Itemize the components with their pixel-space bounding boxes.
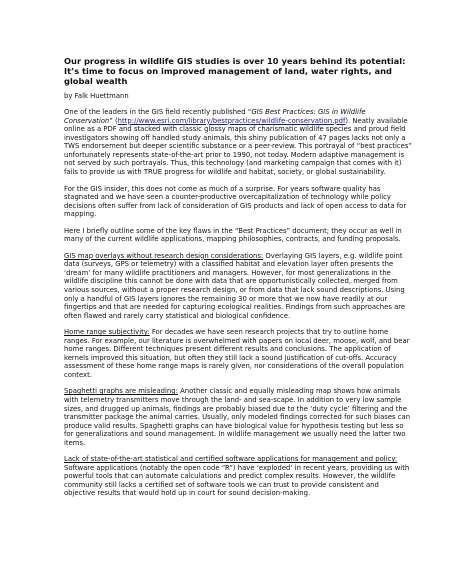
publication-link[interactable]: http://www.esri.com/library/bestpractices/wildlife-conservation.pdf — [117, 116, 346, 125]
paragraph-spaghetti-graphs — [64, 387, 412, 447]
article-title: Our progress in wildlife GIS studies is over 10 years behind its potential: It’s time to focus on improved management of land, water rights, and global wealth — [64, 56, 406, 87]
intro-text-paren: ” ( — [109, 116, 118, 125]
paragraph-home-range — [64, 328, 412, 379]
section-heading-map-overlays: GIS map overlays without research design considerations: — [64, 251, 264, 260]
section-body-spaghetti-graphs: Another classic and equally misleading map shows how animals with telemetry transmitters move through the land- and sea-scape. In addition to very low sample sizes, and drugged up animals, findings are probably biased due to the ‘duty cycle’ filtering and the transmitter package the animal carries. Usually, only modeled findings corrected for such biases can produce valid results. Spaghetti graphs can have biological value for hypothesis testing but less so for generalizations and sound management. In wildlife management we usually need the latter two items. — [64, 387, 411, 447]
section-heading-software: Lack of state-of-the-art statistical and certified software applications for management and policy: — [64, 455, 398, 464]
section-body-software: Software applications (notably the open code “R”) have ‘exploded’ in recent years, providing us with powerful tools that can automate calculations and predict complex results. However, the wildlife community still lacks a certified set of software tools we can trust to provide consistent and objective results that would hold up in court for sound decision-making. — [64, 463, 410, 498]
paragraph-software — [64, 455, 412, 498]
section-heading-home-range: Home range subjectivity: — [64, 328, 150, 337]
paragraph-key-flaws: Here I briefly outline some of the key flaws in the “Best Practices” document; they occur as well in many of the current wildlife applications, mapping philosophies, contracts, and funding proposals. — [64, 226, 402, 244]
section-body-home-range: For decades we have seen research projects that try to outline home ranges. For example, our literature is overwhelmed with papers on local deer, moose, wolf, and bear home ranges. Different techniques present different results and conclusions. The application of kernels improved this situation, but often they still lack a sound justification of cut-offs. Accuracy assessment of these home range maps is rarely given, nor considerations of the overall population context. — [64, 328, 410, 379]
intro-text-start: One of the leaders in the GIS field recently published “ — [64, 108, 252, 117]
publication-title: GIS Best Practices: GIS in Wildlife Conservation — [64, 108, 366, 125]
paragraph-intro — [64, 108, 412, 176]
intro-text-rest: ). Neatly available online as a PDF and stacked with classic glossy maps of charismatic wildlife species and proud field investigators showing off handled study animals, this shiny publication of 47 pages lacks not only a TWS endorsement but deeper scientific substance or a peer-review. This portrayal of “best practices” unfortunately represents state-of-the-art prior to 1990, not today. Modern adaptive management is not served by such portrayals. Thus, this technology (and marketing campaign that comes with it) fails to provide us with TRUE progress for wildlife and habitat, society, or global sustainability. — [64, 116, 412, 176]
paragraph-gis-insider: For the GIS insider, this does not come as much of a surprise. For years software quality has stagnated and we have seen a counter-productive overcapitalization of technology while policy decisions often suffer from lack of consideration of GIS products and lack of open access to data for mapping. — [64, 184, 407, 219]
paragraph-map-overlays — [64, 252, 412, 320]
section-body-map-overlays: Overlaying GIS layers, e.g. wildlife point data (surveys, GPS or telemetry) with a classified habitat and elevation layer often presents the ‘dream’ for many wildlife practitioners and managers. However, for most generalizations in the wildlife discipline this cannot be done with data that are opportunistically collected, merged from various sources, without a proper research design, or from data that lack sound descriptions. Using only a handful of GIS layers ignores the remaining 30 or more that we now have readily at our fingertips and that are needed for capturing ecological realities. Findings from such approaches are often flawed and rarely carry statistical and biological confidence. — [64, 251, 406, 320]
author-byline: by Falk Huettmann — [64, 91, 129, 100]
section-heading-spaghetti-graphs: Spaghetti graphs are misleading: — [64, 387, 178, 396]
